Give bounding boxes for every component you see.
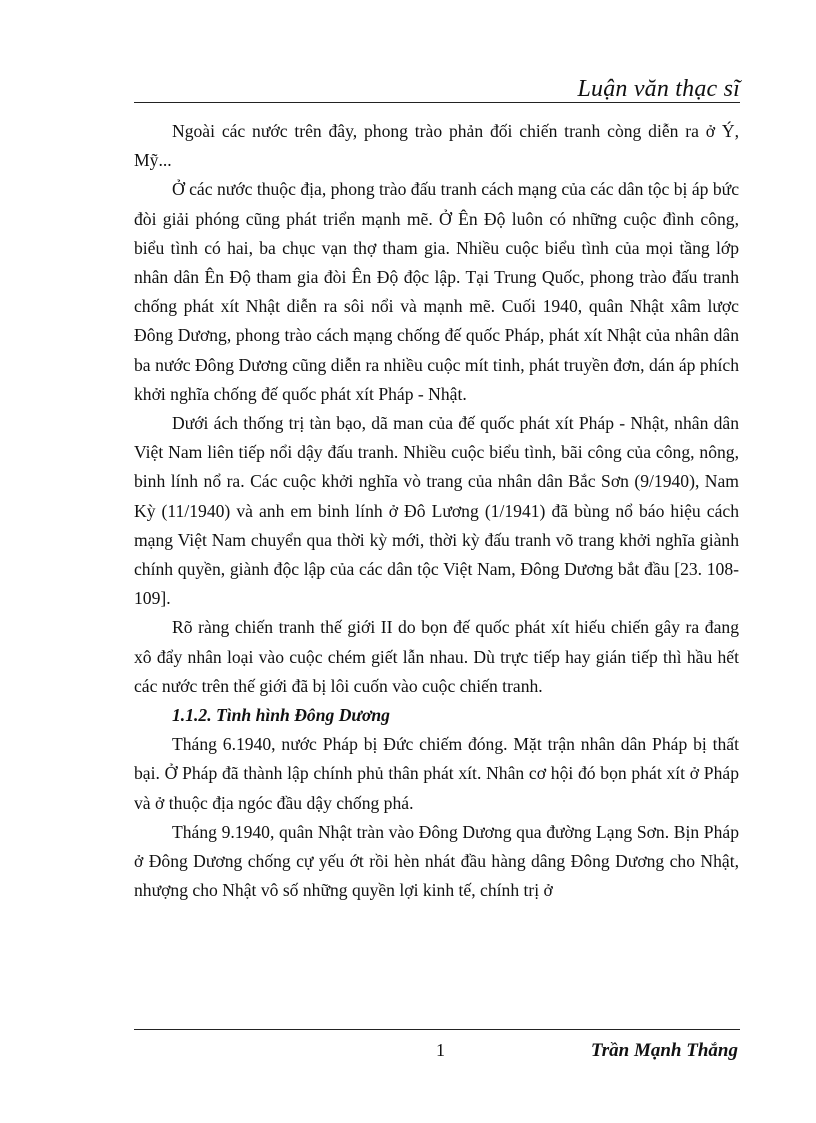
running-header-title: Luận văn thạc sĩ <box>577 76 740 102</box>
body-paragraph: Tháng 9.1940, quân Nhật tràn vào Đông Dương qua đường Lạng Sơn. Bịn Pháp ở Đông Dương chống cự yếu ớt rồi hèn nhát đầu hàng dâng Đông Dương cho Nhật, nhượng cho Nhật vô số những quyền lợi kinh tế, chính trị ở <box>134 821 739 901</box>
header-divider <box>134 102 740 103</box>
page-number: 1 <box>436 1040 445 1060</box>
body-paragraph: Ở các nước thuộc địa, phong trào đấu tranh cách mạng của các dân tộc bị áp bức đòi giải phóng cũng phát triển mạnh mẽ. Ở Ên Độ luôn có những cuộc đình công, biểu tình có hai, ba chục vạn thợ tham gia. Nhiều cuộc biểu tình của mọi tầng lớp nhân dân Ên Độ tham gia đòi Ên Độ độc lập. Tại Trung Quốc, phong trào đấu tranh chống phát xít Nhật diễn ra sôi nổi và mạnh mẽ. Cuối 1940, quân Nhật xâm lược Đông Dương, phong trào cách mạng chống đế quốc Pháp, phát xít Nhật của nhân dân ba nước Đông Dương cũng diễn ra nhiều cuộc mít tinh, phát truyền đơn, dán áp phích khởi nghĩa chống đế quốc phát xít Pháp - Nhật. <box>134 179 739 404</box>
section-heading: 1.1.2. Tình hình Đông Dương <box>172 705 390 726</box>
footer-divider <box>134 1029 740 1030</box>
body-paragraph: Dưới ách thống trị tàn bạo, dã man của đế quốc phát xít Pháp - Nhật, nhân dân Việt Nam liên tiếp nổi dậy đấu tranh. Nhiều cuộc biểu tình, bãi công của công, nông, binh lính nổ ra. Các cuộc khởi nghĩa vò trang của nhân dân Bắc Sơn (9/1940), Nam Kỳ (11/1940) và anh em binh lính ở Đô Lương (1/1941) đã bùng nổ báo hiệu cách mạng Việt Nam chuyển qua thời kỳ mới, thời kỳ đấu tranh võ trang khởi nghĩa giành chính quyền, giành độc lập của các dân tộc Việt Nam, Đông Dương bắt đầu [23. 108-109]. <box>134 413 739 609</box>
footer-author: Trần Mạnh Thắng <box>590 1040 738 1061</box>
body-paragraph: Rõ ràng chiến tranh thế giới II do bọn đế quốc phát xít hiếu chiến gây ra đang xô đẩy nhân loại vào cuộc chém giết lẫn nhau. Dù trực tiếp hay gián tiếp thì hầu hết các nước trên thế giới đã bị lôi cuốn vào cuộc chiến tranh. <box>134 617 739 696</box>
body-paragraph: Tháng 6.1940, nước Pháp bị Đức chiếm đóng. Mặt trận nhân dân Pháp bị thất bại. Ở Pháp đã thành lập chính phủ thân phát xít. Nhân cơ hội đó bọn phát xít ở Pháp và ở thuộc địa ngóc đầu dậy chống phá. <box>134 734 739 813</box>
document-body <box>134 117 739 905</box>
body-paragraph: Ngoài các nước trên đây, phong trào phản đối chiến tranh còng diễn ra ở Ý, Mỹ... <box>134 121 739 171</box>
